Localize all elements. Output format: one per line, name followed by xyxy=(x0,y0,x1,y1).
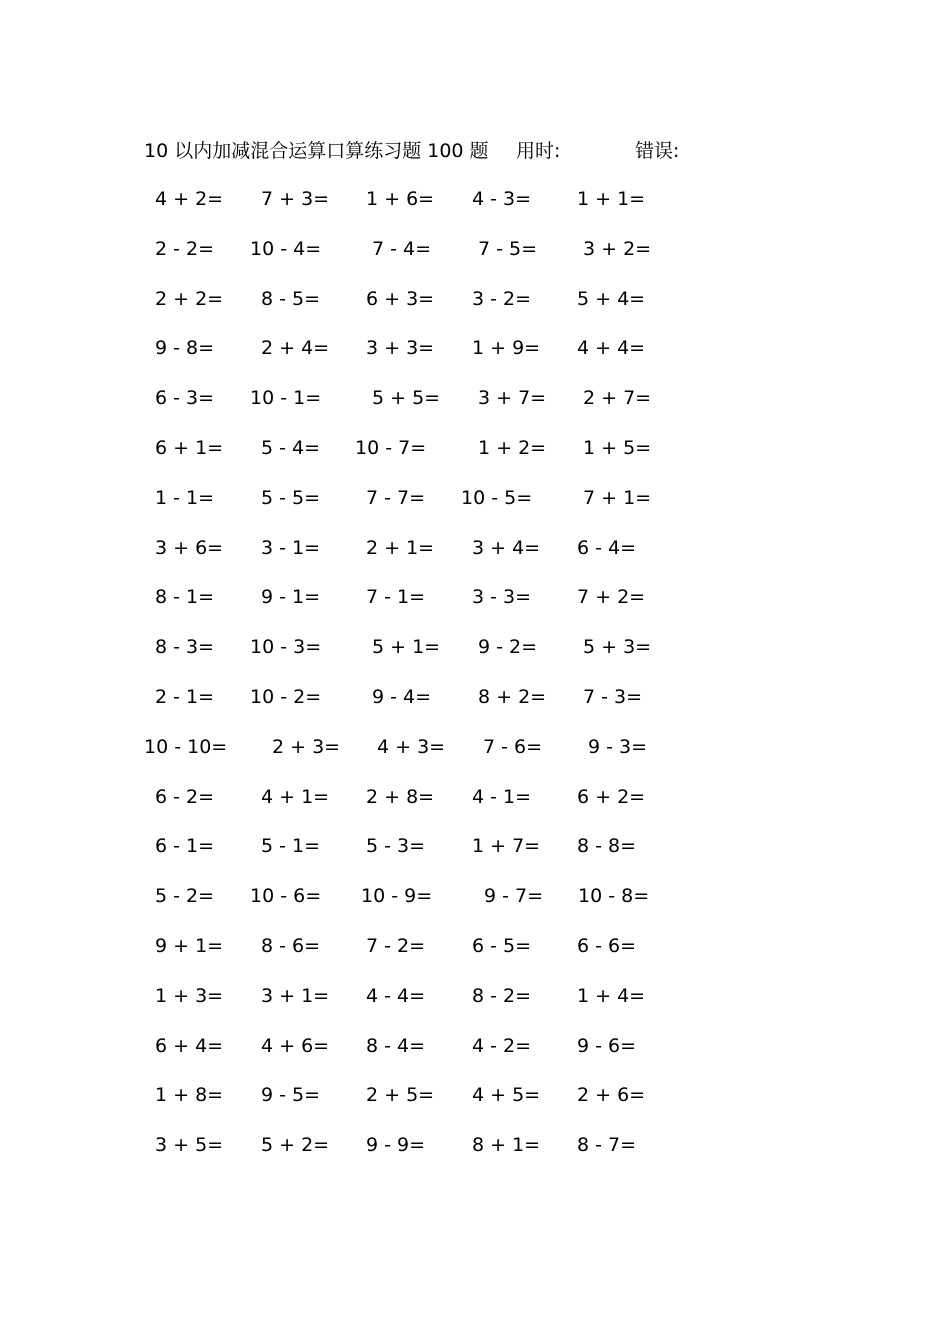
problem-item: 6 - 3= xyxy=(155,387,215,410)
problem-item: 9 + 1= xyxy=(155,935,224,957)
problem-item: 2 - 2= xyxy=(155,237,215,260)
problem-item: 9 - 3= xyxy=(588,735,648,758)
problem-row xyxy=(0,284,950,314)
errors-label: 错误: xyxy=(635,140,680,162)
problem-item: 8 - 6= xyxy=(261,935,321,957)
problem-item: 2 + 6= xyxy=(577,1084,646,1107)
problem-item: 6 + 4= xyxy=(155,1034,224,1057)
problem-item: 6 - 5= xyxy=(472,935,532,957)
problem-item: 9 - 9= xyxy=(366,1134,426,1157)
problem-row xyxy=(0,682,950,712)
problem-item: 8 + 2= xyxy=(478,686,547,708)
problem-item: 3 - 2= xyxy=(472,287,532,310)
problem-item: 8 - 4= xyxy=(366,1034,426,1057)
problem-item: 7 - 1= xyxy=(366,586,426,609)
problem-item: 8 - 2= xyxy=(472,984,532,1007)
time-label: 用时: xyxy=(516,140,561,162)
problem-row xyxy=(0,831,950,861)
problem-item: 1 - 1= xyxy=(155,486,215,509)
problem-item: 9 - 5= xyxy=(261,1084,321,1107)
problem-item: 5 - 2= xyxy=(155,885,215,908)
problem-item: 4 - 4= xyxy=(366,984,426,1007)
problem-item: 6 + 3= xyxy=(366,287,435,310)
problem-item: 7 - 4= xyxy=(372,237,432,260)
problem-item: 4 - 1= xyxy=(472,785,532,808)
problem-item: 9 - 8= xyxy=(155,337,215,360)
problem-item: 1 + 7= xyxy=(472,835,541,858)
problem-row xyxy=(0,881,950,911)
problem-row xyxy=(0,184,950,214)
problem-item: 2 + 7= xyxy=(583,387,652,410)
problem-item: 3 + 2= xyxy=(583,237,652,260)
problem-item: 8 - 3= xyxy=(155,636,215,659)
problem-item: 3 - 1= xyxy=(261,536,321,559)
problem-item: 2 + 3= xyxy=(272,735,341,758)
problem-row xyxy=(0,1080,950,1110)
problem-item: 7 + 1= xyxy=(583,486,652,509)
problem-item: 5 + 3= xyxy=(583,636,652,659)
problem-item: 4 + 2= xyxy=(155,188,224,210)
problem-item: 10 - 5= xyxy=(461,486,533,509)
problem-row xyxy=(0,533,950,563)
problem-item: 1 + 3= xyxy=(155,984,224,1007)
problem-item: 8 - 8= xyxy=(577,835,637,858)
problem-row xyxy=(0,782,950,812)
problem-item: 10 - 8= xyxy=(578,885,650,908)
problem-item: 4 + 1= xyxy=(261,785,330,808)
problem-item: 8 - 5= xyxy=(261,287,321,310)
problem-item: 2 + 1= xyxy=(366,536,435,559)
problem-item: 9 - 1= xyxy=(261,586,321,609)
problem-item: 7 + 3= xyxy=(261,188,330,210)
problem-row xyxy=(0,1130,950,1160)
problem-item: 3 + 4= xyxy=(472,536,541,559)
problem-item: 10 - 10= xyxy=(144,735,228,758)
problem-item: 6 - 6= xyxy=(577,935,637,957)
problem-item: 1 + 1= xyxy=(577,188,646,210)
problem-item: 5 - 5= xyxy=(261,486,321,509)
problem-item: 10 - 6= xyxy=(250,885,322,908)
problem-item: 6 + 2= xyxy=(577,785,646,808)
problem-item: 10 - 7= xyxy=(355,437,427,459)
problem-item: 8 - 7= xyxy=(577,1134,637,1157)
problem-item: 6 - 1= xyxy=(155,835,215,858)
worksheet-title: 10 以内加减混合运算口算练习题 100 题 xyxy=(144,140,489,162)
problem-item: 5 - 1= xyxy=(261,835,321,858)
problem-item: 7 - 6= xyxy=(483,735,543,758)
problem-item: 5 + 1= xyxy=(372,636,441,659)
problem-item: 1 + 9= xyxy=(472,337,541,360)
problem-row xyxy=(0,234,950,264)
problem-item: 1 + 8= xyxy=(155,1084,224,1107)
problem-item: 4 + 6= xyxy=(261,1034,330,1057)
problem-item: 5 + 2= xyxy=(261,1134,330,1157)
problem-item: 3 + 7= xyxy=(478,387,547,410)
problem-item: 9 - 6= xyxy=(577,1034,637,1057)
problem-item: 4 + 3= xyxy=(377,735,446,758)
problem-item: 5 - 4= xyxy=(261,437,321,459)
problem-item: 10 - 9= xyxy=(361,885,433,908)
problem-item: 8 + 1= xyxy=(472,1134,541,1157)
problem-item: 7 - 5= xyxy=(478,237,538,260)
problem-row xyxy=(0,483,950,513)
problem-item: 3 + 5= xyxy=(155,1134,224,1157)
problem-row xyxy=(0,383,950,413)
problem-item: 4 - 2= xyxy=(472,1034,532,1057)
problem-item: 6 - 2= xyxy=(155,785,215,808)
problem-row xyxy=(0,732,950,762)
problem-item: 2 - 1= xyxy=(155,686,215,708)
problem-item: 2 + 4= xyxy=(261,337,330,360)
problem-item: 6 + 1= xyxy=(155,437,224,459)
problem-item: 1 + 4= xyxy=(577,984,646,1007)
problem-item: 9 - 2= xyxy=(478,636,538,659)
problem-item: 1 + 5= xyxy=(583,437,652,459)
problem-item: 10 - 2= xyxy=(250,686,322,708)
problem-item: 3 + 6= xyxy=(155,536,224,559)
problem-row xyxy=(0,981,950,1011)
problem-item: 6 - 4= xyxy=(577,536,637,559)
problem-item: 4 - 3= xyxy=(472,188,532,210)
problem-item: 4 + 4= xyxy=(577,337,646,360)
problem-item: 7 + 2= xyxy=(577,586,646,609)
problem-item: 4 + 5= xyxy=(472,1084,541,1107)
problem-item: 7 - 3= xyxy=(583,686,643,708)
problem-item: 3 + 1= xyxy=(261,984,330,1007)
problem-item: 1 + 2= xyxy=(478,437,547,459)
problem-item: 10 - 1= xyxy=(250,387,322,410)
problem-row xyxy=(0,931,950,961)
problem-item: 7 - 2= xyxy=(366,935,426,957)
problem-row xyxy=(0,632,950,662)
problem-item: 5 + 4= xyxy=(577,287,646,310)
problem-item: 2 + 8= xyxy=(366,785,435,808)
problem-row xyxy=(0,1031,950,1061)
problem-row xyxy=(0,582,950,612)
problem-item: 1 + 6= xyxy=(366,188,435,210)
problem-item: 7 - 7= xyxy=(366,486,426,509)
problem-item: 5 + 5= xyxy=(372,387,441,410)
problem-item: 2 + 2= xyxy=(155,287,224,310)
problem-item: 5 - 3= xyxy=(366,835,426,858)
problem-item: 9 - 4= xyxy=(372,686,432,708)
problem-item: 3 + 3= xyxy=(366,337,435,360)
problem-item: 9 - 7= xyxy=(484,885,544,908)
problem-row xyxy=(0,333,950,363)
problem-item: 10 - 4= xyxy=(250,237,322,260)
problem-item: 3 - 3= xyxy=(472,586,532,609)
problem-item: 8 - 1= xyxy=(155,586,215,609)
problem-row xyxy=(0,433,950,463)
problem-item: 2 + 5= xyxy=(366,1084,435,1107)
problem-item: 10 - 3= xyxy=(250,636,322,659)
